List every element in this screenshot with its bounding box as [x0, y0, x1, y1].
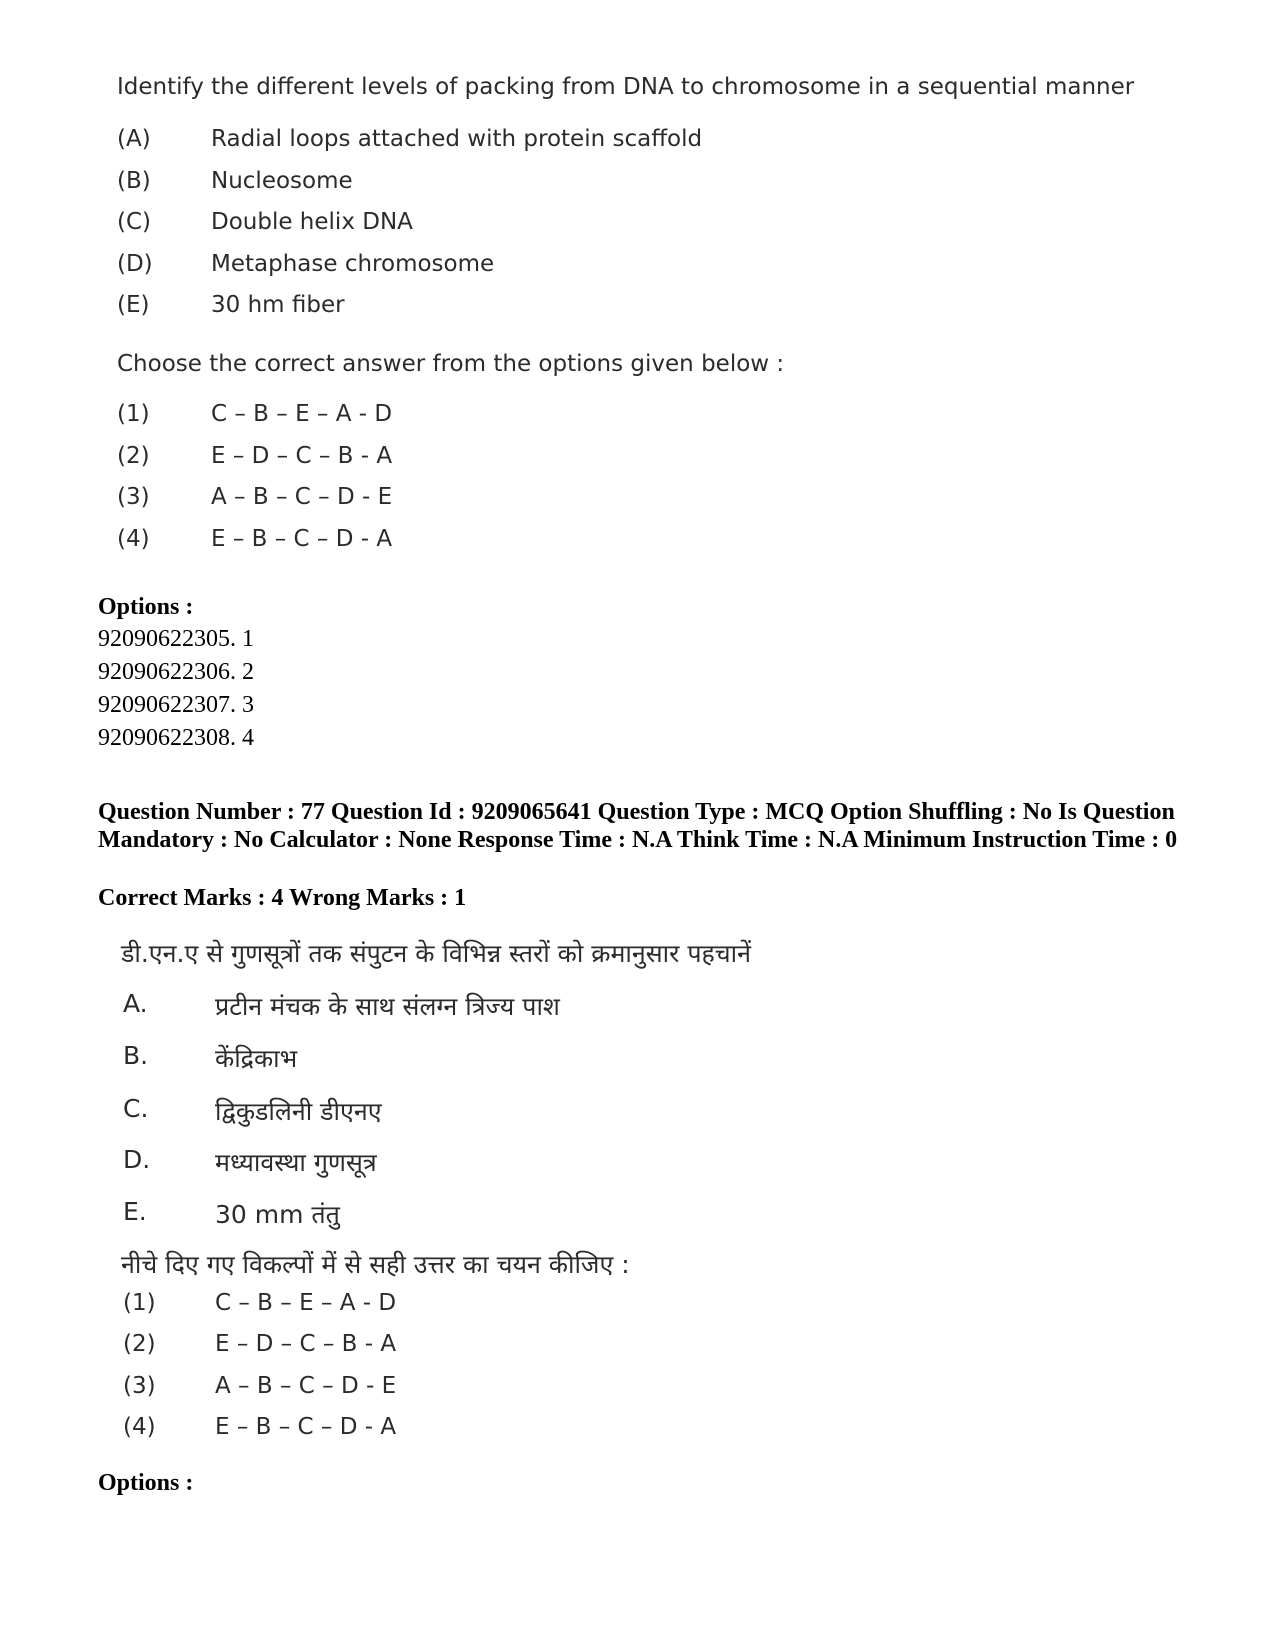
answer-choice — [123, 1414, 396, 1440]
list-item — [123, 1145, 377, 1179]
option-id: 92090622307. 3 — [98, 692, 254, 718]
item-label: (D) — [117, 251, 153, 277]
answer-text: E – B – C – D - A — [215, 1414, 397, 1440]
item-text: केंद्रिकाभ — [215, 1044, 298, 1073]
choose-instruction-hindi: नीचे दिए गए विकल्पों में से सही उत्तर का चयन कीजिए : — [121, 1250, 630, 1279]
answer-choice — [117, 401, 392, 427]
item-label: D. — [123, 1145, 151, 1174]
answer-choice — [123, 1331, 396, 1357]
item-label: E. — [123, 1197, 147, 1226]
answer-label: (4) — [117, 526, 150, 552]
list-item — [117, 168, 353, 194]
answer-choice — [123, 1290, 396, 1316]
answer-choice — [123, 1373, 396, 1399]
answer-label: (2) — [123, 1331, 156, 1357]
item-label: B. — [123, 1041, 149, 1070]
list-item — [117, 209, 413, 235]
item-text: Radial loops attached with protein scaffold — [211, 126, 703, 152]
answer-text: C – B – E – A - D — [211, 401, 393, 427]
option-id: 92090622308. 4 — [98, 725, 254, 751]
answer-text: E – D – C – B - A — [211, 443, 393, 469]
answer-choice — [117, 443, 392, 469]
list-item — [123, 1094, 382, 1128]
option-id: 92090622305. 1 — [98, 626, 254, 652]
question-meta: Question Number : 77 Question Id : 9209065641 Question Type : MCQ Option Shuffling : No Is Question Mandatory : No Calculator : None Response Time : N.A Think Time : N.A Minimum Instruction Time : 0 — [98, 799, 1178, 853]
choose-instruction: Choose the correct answer from the options given below : — [117, 351, 785, 377]
item-text: Nucleosome — [211, 168, 353, 194]
options-heading: Options : — [98, 1470, 194, 1496]
answer-label: (3) — [117, 484, 150, 510]
list-item — [123, 1197, 340, 1231]
answer-choice — [117, 526, 392, 552]
item-label: (B) — [117, 168, 151, 194]
option-id: 92090622306. 2 — [98, 659, 254, 685]
answer-choice — [117, 484, 392, 510]
list-item — [117, 251, 494, 277]
options-heading: Options : — [98, 594, 194, 620]
answer-label: (1) — [123, 1290, 156, 1316]
answer-text: A – B – C – D - E — [211, 484, 393, 510]
item-label: A. — [123, 989, 148, 1018]
item-text: द्विकुडलिनी डीएनए — [215, 1097, 382, 1126]
answer-text: E – D – C – B - A — [215, 1331, 397, 1357]
answer-text: A – B – C – D - E — [215, 1373, 397, 1399]
item-text: मध्यावस्था गुणसूत्र — [215, 1148, 377, 1177]
item-label: (A) — [117, 126, 151, 152]
answer-text: C – B – E – A - D — [215, 1290, 397, 1316]
item-text: 30 hm fiber — [211, 292, 345, 318]
list-item — [117, 126, 702, 152]
marks-info: Correct Marks : 4 Wrong Marks : 1 — [98, 885, 467, 911]
question-stem: Identify the different levels of packing from DNA to chromosome in a sequential manner — [117, 74, 1135, 100]
question-stem-hindi: डी.एन.ए से गुणसूत्रों तक संपुटन के विभिन्न स्तरों को क्रमानुसार पहचानें — [121, 939, 752, 968]
list-item — [123, 1041, 297, 1075]
list-item — [117, 292, 345, 318]
item-text: 30 mm तंतु — [215, 1200, 340, 1229]
answer-label: (1) — [117, 401, 150, 427]
list-item — [123, 989, 560, 1023]
item-label: C. — [123, 1094, 149, 1123]
item-label: (C) — [117, 209, 152, 235]
answer-label: (2) — [117, 443, 150, 469]
item-text: प्रटीन मंचक के साथ संलग्न त्रिज्य पाश — [215, 992, 560, 1021]
item-text: Metaphase chromosome — [211, 251, 495, 277]
answer-label: (4) — [123, 1414, 156, 1440]
item-text: Double helix DNA — [211, 209, 413, 235]
item-label: (E) — [117, 292, 150, 318]
answer-text: E – B – C – D - A — [211, 526, 393, 552]
answer-label: (3) — [123, 1373, 156, 1399]
